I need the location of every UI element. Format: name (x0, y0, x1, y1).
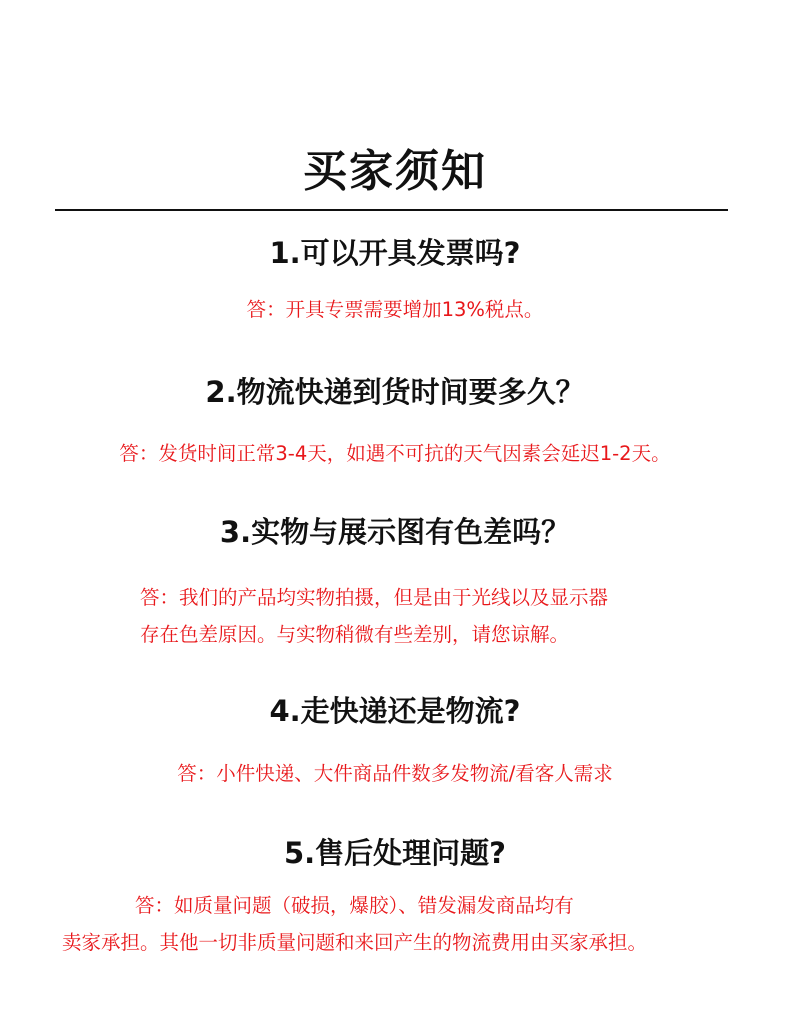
faq-answer-5-line-2: 卖家承担。其他一切非质量问题和来回产生的物流费用由买家承担。 (62, 931, 648, 954)
faq-question-3: 3.实物与展示图有色差吗？ (219, 515, 571, 549)
notice-title: 买家须知 (303, 146, 487, 197)
title-divider (55, 209, 728, 211)
faq-question-5: 5.售后处理问题? (283, 836, 507, 870)
faq-answer-5-line-1: 答：如质量问题（破损，爆胶）、错发漏发商品均有 (135, 894, 574, 917)
faq-question-2: 2.物流快递到货时间要多久？ (205, 375, 585, 409)
faq-answer-2: 答：发货时间正常3-4天，如遇不可抗的天气因素会延迟1-2天。 (119, 442, 671, 465)
faq-answer-3-line-2: 存在色差原因。与实物稍微有些差别，请您谅解。 (140, 623, 570, 646)
faq-answer-3-line-1: 答：我们的产品均实物拍摄，但是由于光线以及显示器 (140, 586, 609, 609)
faq-answer-4: 答：小件快递、大件商品件数多发物流/看客人需求 (177, 762, 613, 785)
faq-question-1: 1.可以开具发票吗? (269, 236, 521, 270)
faq-question-4: 4.走快递还是物流? (269, 694, 521, 728)
faq-answer-1: 答：开具专票需要增加13%税点。 (246, 298, 544, 321)
